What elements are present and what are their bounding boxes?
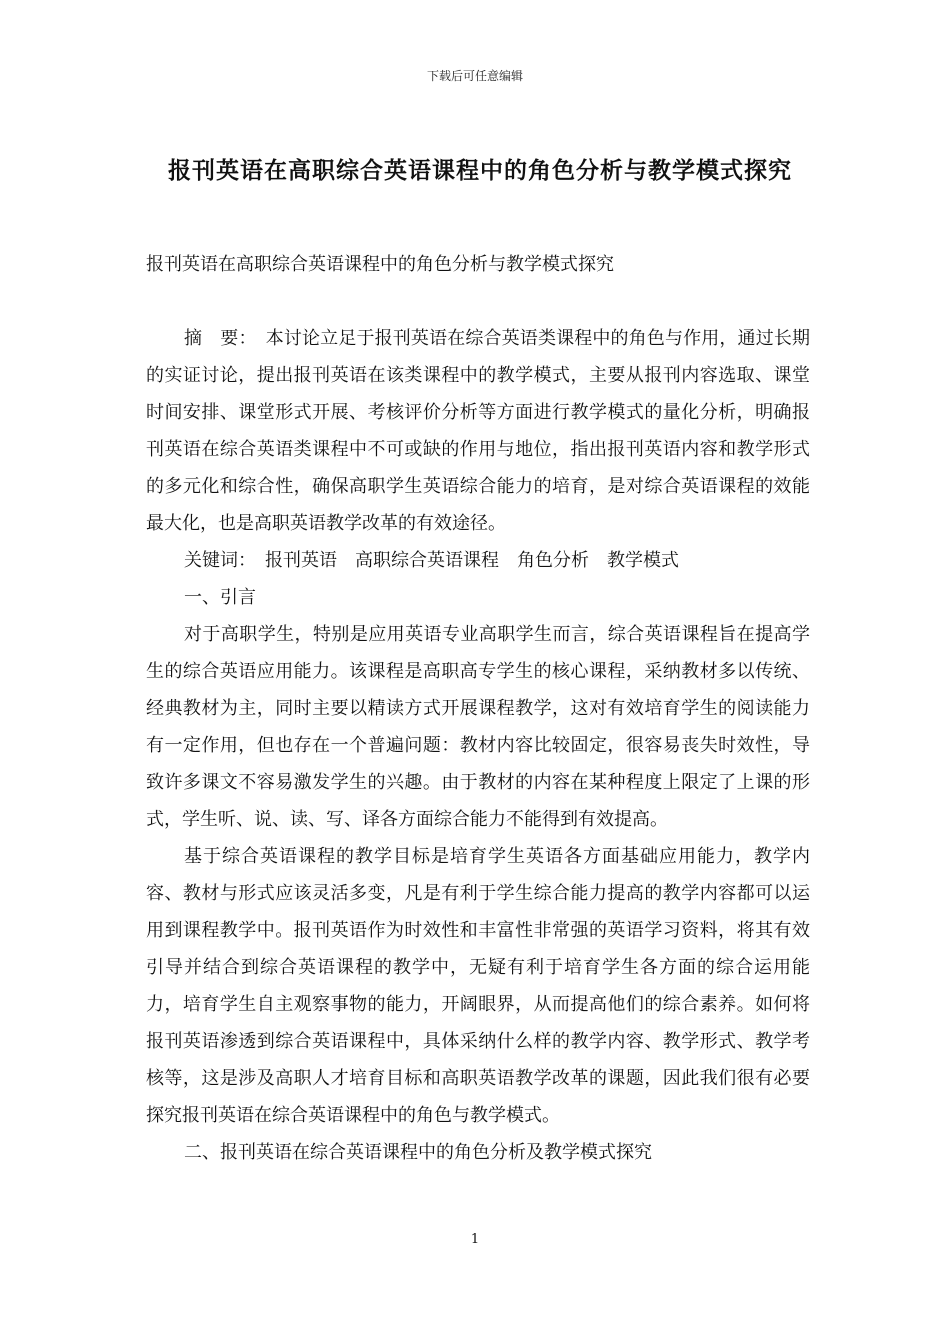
section-heading-role-analysis: 二、报刊英语在综合英语课程中的角色分析及教学模式探究: [184, 1142, 652, 1163]
keywords-line: 关键词： 报刊英语 高职综合英语课程 角色分析 教学模式: [184, 550, 679, 571]
document-body: [146, 246, 810, 1171]
header-note: 下载后可任意编辑: [426, 69, 523, 83]
intro-paragraph-1: 对于高职学生，特别是应用英语专业高职学生而言，综合英语课程旨在提高学生的综合英语应用能力。该课程是高职高专学生的核心课程，采纳教材多以传统、经典教材为主，同时主要以精读方式开展课程教学，这对有效培育学生的阅读能力有一定作用，但也存在一个普遍问题：教材内容比较固定，很容易丧失时效性，导致许多课文不容易激发学生的兴趣。由于教材的内容在某种程度上限定了上课的形式，学生听、说、读、写、译各方面综合能力不能得到有效提高。: [146, 624, 810, 830]
intro-paragraph-2: 基于综合英语课程的教学目标是培育学生英语各方面基础应用能力，教学内容、教材与形式应该灵活多变，凡是有利于学生综合能力提高的教学内容都可以运用到课程教学中。报刊英语作为时效性和丰富性非常强的英语学习资料，将其有效引导并结合到综合英语课程的教学中，无疑有利于培育学生各方面的综合运用能力，培育学生自主观察事物的能力，开阔眼界，从而提高他们的综合素养。如何将报刊英语渗透到综合英语课程中，具体采纳什么样的教学内容、教学形式、教学考核等，这是涉及高职人才培育目标和高职英语教学改革的课题，因此我们很有必要探究报刊英语在综合英语课程中的角色与教学模式。: [146, 846, 810, 1126]
page-number: 1: [470, 1232, 480, 1247]
section-heading-introduction: 一、引言: [184, 587, 256, 608]
document-title: 报刊英语在高职综合英语课程中的角色分析与教学模式探究: [168, 157, 792, 184]
abstract-paragraph: 摘 要： 本讨论立足于报刊英语在综合英语类课程中的角色与作用，通过长期的实证讨论，提出报刊英语在该类课程中的教学模式，主要从报刊内容选取、课堂时间安排、课堂形式开展、考核评价分析等方面进行教学模式的量化分析，明确报刊英语在综合英语类课程中不可或缺的作用与地位，指出报刊英语内容和教学形式的多元化和综合性，确保高职学生英语综合能力的培育，是对综合英语课程的效能最大化，也是高职英语教学改革的有效途径。: [146, 328, 810, 534]
document-subtitle: 报刊英语在高职综合英语课程中的角色分析与教学模式探究: [146, 254, 614, 275]
